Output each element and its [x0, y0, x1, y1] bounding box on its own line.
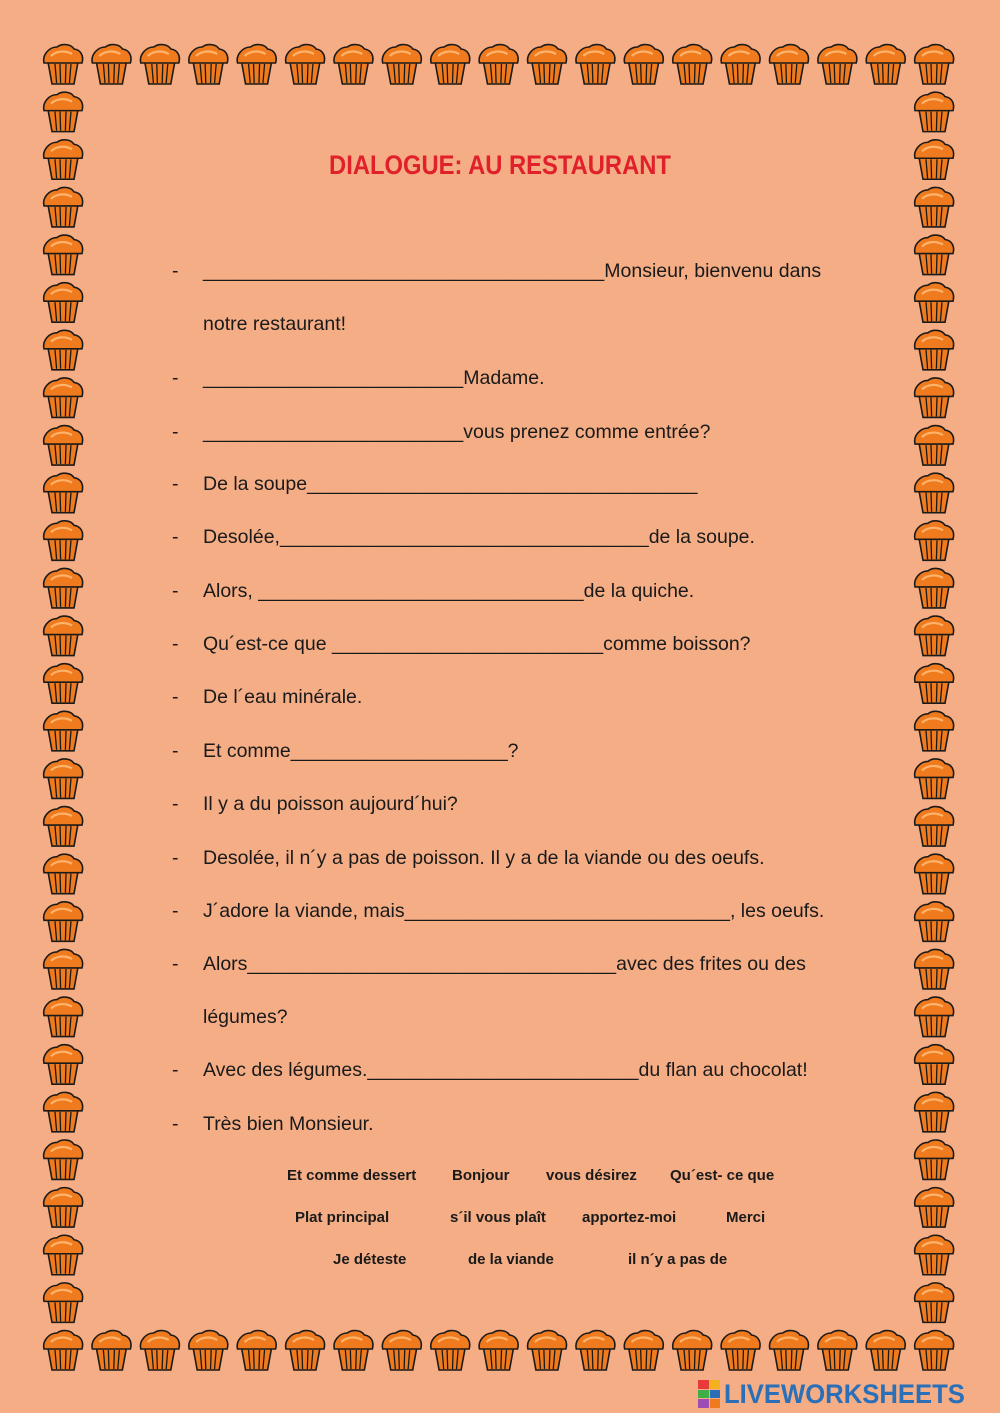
word-bank-item: vous désirez [546, 1167, 637, 1184]
dialogue-line-4 [0, 473, 1000, 503]
bullet-dash: - [172, 473, 179, 495]
word-bank-item: Qu´est- ce que [670, 1167, 775, 1184]
muffin-icon [44, 1140, 83, 1179]
muffin-icon [721, 1331, 760, 1370]
dialogue-text: légumes? [203, 1006, 288, 1028]
muffin-icon [44, 1235, 83, 1274]
muffin-icon [624, 1331, 663, 1370]
dialogue-line-7 [0, 633, 1000, 663]
bullet-dash: - [172, 900, 179, 922]
dialogue-line-11 [0, 847, 1000, 877]
bullet-dash: - [172, 1059, 179, 1081]
bullet-dash: - [172, 686, 179, 708]
dialogue-text: Alors__________________________________avec des frites ou des [203, 953, 806, 975]
dialogue-line-10 [0, 793, 1000, 823]
dialogue-line-5 [0, 526, 1000, 556]
dialogue-text: ________________________vous prenez comme entrée? [203, 421, 711, 443]
muffin-icon [528, 1331, 567, 1370]
muffin-icon [237, 45, 276, 84]
muffin-icon [479, 1331, 518, 1370]
dialogue-text: ________________________Madame. [203, 367, 545, 389]
bullet-dash: - [172, 847, 179, 869]
dialogue-line-1-continued [0, 313, 1000, 343]
dialogue-line-3 [0, 421, 1000, 451]
muffin-icon [915, 1235, 954, 1274]
dialogue-text: Très bien Monsieur. [203, 1113, 374, 1135]
muffin-icon [189, 1331, 228, 1370]
word-bank-item: Je déteste [333, 1251, 407, 1268]
muffin-icon [334, 1331, 373, 1370]
muffin-icon [866, 1331, 905, 1370]
word-bank-item: il n´y a pas de [628, 1251, 728, 1268]
dialogue-text: _____________________________________Monsieur, bienvenu dans [203, 260, 822, 282]
muffin-icon [915, 187, 954, 226]
dialogue-line-12 [0, 900, 1000, 930]
muffin-icon [44, 45, 83, 84]
dialogue-text: Qu´est-ce que _________________________comme boisson? [203, 633, 751, 655]
muffin-icon [915, 1283, 954, 1322]
muffin-icon [769, 1331, 808, 1370]
muffin-icon [44, 92, 83, 131]
muffin-icon [44, 1283, 83, 1322]
muffin-icon [140, 1331, 179, 1370]
muffin-icon [431, 45, 470, 84]
word-bank-item: apportez-moi [582, 1209, 677, 1226]
muffin-icon [673, 1331, 712, 1370]
muffin-icon [576, 1331, 615, 1370]
muffin-icon [189, 45, 228, 84]
word-bank-item: Et comme dessert [287, 1167, 417, 1184]
dialogue-text: J´adore la viande, mais______________________________, les oeufs. [203, 900, 825, 922]
dialogue-text: Et comme____________________? [203, 740, 519, 762]
liveworksheets-logo[interactable] [698, 1378, 978, 1410]
muffin-icon [528, 45, 567, 84]
word-bank-item: Bonjour [452, 1167, 510, 1184]
muffin-icon [44, 1188, 83, 1227]
muffin-icon [44, 187, 83, 226]
muffin-icon [334, 45, 373, 84]
muffin-icon [915, 45, 954, 84]
muffin-icon [818, 1331, 857, 1370]
word-bank-item: Plat principal [295, 1209, 390, 1226]
dialogue-line-9 [0, 740, 1000, 770]
dialogue-text: Avec des légumes._________________________du flan au chocolat! [203, 1059, 808, 1081]
muffin-icon [140, 45, 179, 84]
dialogue-text: De la soupe____________________________________ [203, 473, 698, 495]
muffin-icon [818, 45, 857, 84]
muffin-icon [769, 45, 808, 84]
dialogue-line-13-continued [0, 1006, 1000, 1036]
bullet-dash: - [172, 633, 179, 655]
muffin-icon [673, 45, 712, 84]
muffin-icon [624, 45, 663, 84]
muffin-icon [721, 45, 760, 84]
bullet-dash: - [172, 526, 179, 548]
bullet-dash: - [172, 421, 179, 443]
bullet-dash: - [172, 740, 179, 762]
dialogue-line-6 [0, 580, 1000, 610]
bullet-dash: - [172, 367, 179, 389]
muffin-icon [382, 45, 421, 84]
bullet-dash: - [172, 953, 179, 975]
dialogue-text: Desolée, il n´y a pas de poisson. Il y a de la viande ou des oeufs. [203, 847, 765, 869]
muffin-icon [431, 1331, 470, 1370]
bullet-dash: - [172, 260, 179, 282]
muffin-icon [915, 1140, 954, 1179]
dialogue-line-1 [0, 260, 1000, 290]
muffin-icon [92, 1331, 131, 1370]
muffin-icon [382, 1331, 421, 1370]
dialogue-text: Alors, ______________________________de la quiche. [203, 580, 695, 602]
page-title: DIALOGUE: AU RESTAURANT [329, 150, 671, 180]
dialogue-line-2 [0, 367, 1000, 397]
muffin-icon [866, 45, 905, 84]
muffin-icon [915, 1331, 954, 1370]
dialogue-line-13 [0, 953, 1000, 983]
watermark-text: LIVEWORKSHEETS [724, 1378, 965, 1409]
muffin-icon [479, 45, 518, 84]
muffin-icon [576, 45, 615, 84]
muffin-icon [286, 1331, 325, 1370]
word-bank-item: de la viande [468, 1251, 554, 1268]
dialogue-text: Desolée,__________________________________de la soupe. [203, 526, 755, 548]
bullet-dash: - [172, 793, 179, 815]
muffin-icon [286, 45, 325, 84]
dialogue-line-14 [0, 1059, 1000, 1089]
muffin-icon [92, 45, 131, 84]
liveworksheets-logo-icon [698, 1380, 720, 1408]
dialogue-text: De l´eau minérale. [203, 686, 363, 708]
dialogue-line-15 [0, 1113, 1000, 1143]
word-bank-item: s´il vous plaît [450, 1209, 546, 1226]
bullet-dash: - [172, 580, 179, 602]
dialogue-text: Il y a du poisson aujourd´hui? [203, 793, 458, 815]
dialogue-text: notre restaurant! [203, 313, 347, 335]
muffin-icon [237, 1331, 276, 1370]
word-bank-item: Merci [726, 1209, 766, 1226]
dialogue-line-8 [0, 686, 1000, 716]
bullet-dash: - [172, 1113, 179, 1135]
muffin-icon [915, 92, 954, 131]
muffin-icon [44, 1331, 83, 1370]
muffin-icon [915, 1188, 954, 1227]
